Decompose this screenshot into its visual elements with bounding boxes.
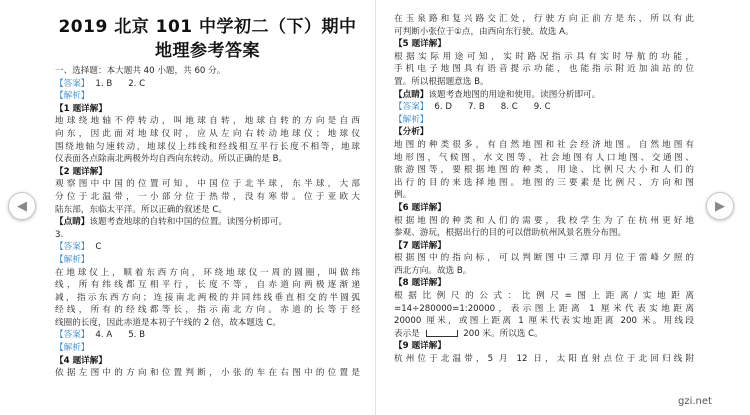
answer-7: 7. B [467,102,485,113]
scale-pre-text: 表示是 [394,328,420,339]
doc-title-line1: 2019 北京 101 中学初二（下）期中 [58,17,357,37]
answer-6: 6. D [434,102,452,113]
detail-heading-9: 【9 题详解】 [394,341,446,352]
para-top-line: 在玉泉路和复兴路交汇处，行驶方向正前方是东，所以有此 [394,14,694,24]
answer-3: C [95,242,102,253]
para-4-line: 依据左图中的方向和位置判断，小张的车在右图中的位置是 [55,368,360,379]
scale-bar-graphic [426,330,458,337]
detail-heading-1: 【1 题详解】 [55,103,107,114]
answer-8: 8. C [500,102,518,113]
answer-label: 【答案】 [394,102,429,113]
key-point-text: 该题考查地图的用途和使用。读图分析即可。 [428,89,601,100]
para-5-line: 置。所以根据题意选 B。 [394,76,489,87]
para-5-line: 根据实际用途可知，实时路况指示具有实时导航的功能， [394,51,694,62]
para-1-line: 向东，因此面对地球仪时，应从左向右转动地球仪；地球仪 [55,128,360,139]
para-8-line: 根据比例尺的公式：比例尺=图上距离/实地距离 [394,291,694,302]
para-3-line: 在地球仪上，顺着东西方向，环绕地球仪一周的圆圈，叫做纬 [55,267,360,278]
answer-row-3 [55,241,360,254]
para-fenxi-line: 旅游图等，要根据地图的种类，用途、比例尺大小和人们的 [394,165,694,176]
para-2-line: 分位于北温带，一小部分位于热带，没有寒带。位于亚欧大 [55,191,360,202]
detail-heading-8: 【8 题详解】 [394,278,446,289]
answer-2: 2. C [128,78,146,89]
answer-label: 【答案】 [55,78,90,89]
answer-row-4-5 [55,329,360,342]
para-8-line: 20000 厘米，或图上距离 1 厘米代表实地距离 200 米。用线段 [394,316,694,327]
para-6-line: 根据地图的种类和人们的需要，我校学生为了在杭州更好地 [394,215,694,226]
para-fenxi-line: 地图的种类很多，有自然地图和社会经济地图。自然地图有 [394,139,694,150]
page-right [394,0,694,415]
answer-label: 【答案】 [55,242,90,253]
para-2-line: 陆东部，东临太平洋。所以正确的叙述是 C。 [55,204,228,215]
para-1-line: 围绕地轴匀速转动，地球仪上纬线和经线相互平行长度不相等，地球 [55,141,360,152]
para-1-line: 仪表面各点除南北两极外均自西向东转动。所以正确的是 B。 [55,154,288,165]
key-point-2 [394,89,694,102]
detail-heading-5: 【5 题详解】 [394,39,446,50]
para-8-line: =14÷280000=1:20000，表示图上距离 1 厘米代表实地距离 [394,303,694,314]
analysis-label: 【解析】 [55,91,90,102]
key-point-label: 【点睛】 [394,89,429,100]
section-intro: 一、选择题：本大题共 40 小题，共 60 分。 [55,66,226,76]
para-top-line: 可判断小张位于①点，由西向东行驶。故选 A。 [394,26,574,37]
chevron-left-icon: ◀ [17,198,27,214]
answer-4: 4. A [95,330,113,341]
para-fenxi-line: 地形图，气候图，水文图等，社会地图有人口地图、交通图、 [394,152,694,163]
para-3-line: 经线，所有的经线都等长，指示南北方向。赤道的长等于经 [55,305,360,316]
para-fenxi-line: 出行的目的来选择地图。地图的三要素是比例尺、方向和图 [394,177,694,188]
analysis-label: 【解析】 [394,114,429,125]
para-2-line: 观察图中中国的位置可知，中国位于北半球，东半球，大部 [55,179,360,190]
next-page-button[interactable] [706,192,734,220]
key-point-label: 【点睛】 [55,217,90,228]
para-6-line: 参观、游玩，根据出行的目的可以借助杭州风景名胜分布图。 [394,228,627,239]
para-7-line: 根据图中的指向标，可以判断图中三潭印月位于雷峰夕照的 [394,253,694,264]
para-fenxi-line: 例。 [394,190,412,201]
answer-5: 5. B [128,330,146,341]
chevron-right-icon: ▶ [715,198,725,214]
page-left [55,0,360,415]
prev-page-button[interactable] [8,192,36,220]
analysis-label: 【解析】 [55,343,90,354]
detail-heading-7: 【7 题详解】 [394,240,446,251]
para-1-line: 地球绕地轴不停转动，叫地球自转，地球自转的方向是自西 [55,116,360,127]
question-number-3: 3. [55,229,64,240]
key-point-text: 该题考查地球的自转和中国的位置。读图分析即可。 [89,217,288,228]
scale-post-text: 。所以选 C。 [491,328,543,339]
answer-9: 9. C [533,102,551,113]
detail-heading-4: 【4 题详解】 [55,355,107,366]
watermark: gzi.net [678,396,712,407]
analysis-heading: 【分析】 [394,127,429,138]
answer-label: 【答案】 [55,330,90,341]
detail-heading-6: 【6 题详解】 [394,202,446,213]
page-divider [375,0,376,415]
answer-row-1-2 [55,78,360,91]
para-7-line: 西北方向。故选 B。 [394,265,472,276]
answer-row-6-9 [394,101,694,114]
para-3-line: 线圈的长度，因此赤道是本初子午线的 2 倍，故本题选 C。 [55,317,281,328]
para-5-line: 手机电子地图具有语音提示功能，也能指示附近加油站的位 [394,64,694,75]
para-9-line: 杭州位于北温带，5 月 12 日，太阳直射点位于北回归线附 [394,354,694,365]
scale-bar-label: 200 米 [463,328,491,339]
key-point-1 [55,216,360,229]
answer-1: 1. B [95,78,113,89]
para-3-line: 减，指示东西方向；连接南北两极的并同纬线垂直相交的半圆弧 [55,292,360,303]
para-8-line-last [394,328,694,341]
analysis-label: 【解析】 [55,254,90,265]
detail-heading-2: 【2 题详解】 [55,166,107,177]
para-3-line: 线，所有纬线都互相平行，长度不等，自赤道向两极逐渐递 [55,280,360,291]
doc-title-line2: 地理参考答案 [155,41,260,61]
